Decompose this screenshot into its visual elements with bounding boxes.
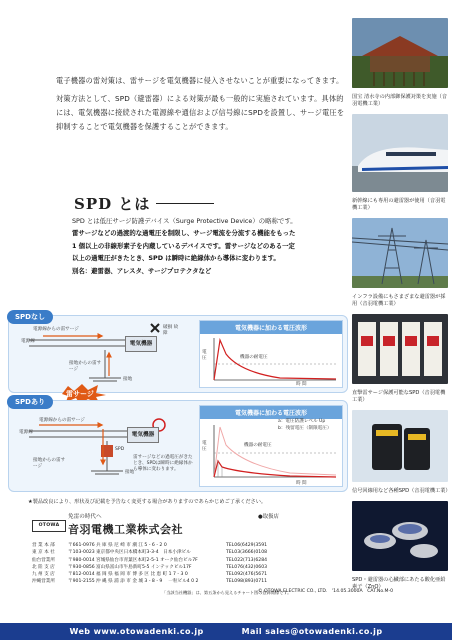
office-list: [32, 542, 362, 586]
spd-heading: SPD とは: [74, 195, 151, 213]
spd-line-5: 別名：避雷器、アレスタ、サージプロテクタなど: [72, 266, 212, 275]
caption-shinkansen: 新幹線にも専用の避雷器が使用（音羽電機工業）: [352, 198, 446, 211]
label-ground: 接地: [123, 377, 133, 382]
spd-line-1: SPD とは低圧サージ防護デバイス（Surge Protective Device）の略称です。: [72, 217, 297, 225]
intro-paragraph-1: 電子機器の雷対策は、雷サージを電気機器に侵入させないことが重要になってきます。: [56, 76, 344, 85]
label-ground-b: 接地: [125, 470, 135, 475]
label-spd: SPD: [115, 447, 125, 452]
caption-infrastructure: インフラ設備にもさまざまな避雷器が採用（音羽電機工業）: [352, 294, 446, 307]
office-row: 北 陸 支 店 〒930-0856 富山県富山市牛島新町5-5 インテックビル17F TEL076(432)0603: [32, 564, 268, 570]
label-ground-surge-b: 接地からの雷サージ: [33, 458, 66, 469]
disclaimer-note: ★製品改良により、形状及び記載を予告なく変更する場合がありますのであらかじめご了承ください。: [28, 499, 267, 505]
caption-signal-spd: 信号回線用など各種SPD（音羽電機工業）: [352, 488, 451, 494]
footer-bar: [0, 623, 452, 640]
surge-label: 雷サージ: [66, 390, 94, 398]
spd-line-2: 雷サージなどの過渡的な過電圧を制限し、サージ電流を分流する機能をもった: [72, 229, 296, 238]
axis-voltage-a: 電圧: [202, 350, 207, 361]
diagram-with-spd: [8, 400, 348, 492]
waveform-title-b: 電気機器に加わる電圧波形: [200, 406, 342, 419]
waveform-panel-b: [199, 405, 343, 487]
web-link[interactable]: Web www.otowadenki.co.jp: [69, 627, 204, 636]
office-row: 東 京 本 社 〒103-0023 東京都中央区日本橋本町3-3-4 日本小津ビル TEL03(3666)0108: [32, 550, 268, 556]
mail-link[interactable]: Mail sales@otowadenki.co.jp: [241, 627, 383, 636]
temple-photo: [352, 18, 448, 88]
equipment-box-b: 電気機器: [127, 427, 159, 443]
spd-line-3: 1 個以上の非線形素子を内蔵しているデバイスです。雷サージなどのある一定: [72, 241, 295, 250]
company-tagline: 免雷の時代へ: [68, 514, 102, 520]
spd-line-4: 以上の過電圧がきたとき、SPD は瞬時に絶縁体から導体に変わります。: [72, 254, 280, 263]
diagram-without-spd: [8, 315, 348, 393]
label-ground-surge: 接地からの雷サージ: [69, 361, 102, 372]
waveform-panel-a: [199, 320, 343, 388]
label-broken: 破損 故障: [163, 325, 179, 336]
label-power-line: 電源線: [21, 339, 35, 344]
intro-text: [56, 74, 346, 138]
waveform-graph-a: [200, 334, 342, 386]
label-power-line-b: 電源線: [19, 430, 33, 435]
office-row: 仙台営業所 〒980-0014 宮城県仙台市青葉区本町2-5-1 オーク仙台ビル7F TEL022(713)6284: [32, 557, 268, 563]
legend-residual: b：残留電圧（制限電圧）: [278, 426, 332, 431]
otowa-logo: OTOWA: [32, 520, 66, 532]
copyright: © OTOWA ELECTRIC CO., LTD. '14.05.3000A CAT.No.M-0: [258, 589, 394, 594]
spd-definition: [72, 215, 344, 277]
office-row: 沖縄営業所 〒901-2155 沖 縄 県 浦 添 市 金 城 3 - 8 - 9 一粒ビル4 0 2 TEL098(893)0711: [32, 579, 268, 585]
office-row: 九 州 支 店 〒812-0014 福 岡 県 福 岡 市 博 多 区 比 恵 町 1 7 - 3 0 TEL092(476)5671: [32, 572, 268, 578]
company-name: 音羽電機工業株式会社: [68, 523, 183, 536]
company-block: [32, 512, 352, 585]
label-grid-surge: 電源線からの雷サージ: [33, 327, 79, 332]
caption-zno: SPD・避雷器の心臓部にあたる酸化亜鉛素子（ZnO）: [352, 577, 446, 590]
dealer-label: ●取扱店: [258, 514, 279, 520]
label-withstand-b: 機器の耐電圧: [244, 443, 272, 448]
caption-temple: 国宝 清水寺の内部御保護対策を実施（音羽電機工業）: [352, 94, 448, 107]
axis-time-a: 時 間: [296, 382, 307, 387]
tag-without-spd: SPDなし: [7, 310, 53, 324]
side-photo-column: [352, 18, 451, 597]
label-withstand-a: 機器の耐電圧: [240, 355, 268, 360]
waveform-title-a: 電気機器に加わる電圧波形: [200, 321, 342, 334]
signal-spd-photo: [352, 410, 448, 482]
label-grid-surge-b: 電源線からの雷サージ: [39, 418, 85, 423]
shinkansen-photo: [352, 114, 448, 192]
tag-with-spd: SPDあり: [7, 395, 53, 409]
axis-voltage-b: 電圧: [202, 441, 207, 452]
equipment-box: 電気機器: [125, 336, 157, 352]
label-spd-explain: 雷サージなどの過電圧がきたとき、SPDは瞬時に絶縁体から導体に変わります。: [133, 455, 193, 472]
trademark-note: 「当該当社機器」は、第五条から見えるチャート図の登録商標です。: [162, 590, 292, 595]
intro-paragraph-2: 対策方法として、SPD（避雷器）による対策が最も一般的に実施されています。具体的には、電気機器に接続された電源線や通信および信号線にSPDを設置し、サージ電圧を抑制することで電気機器を保護することができます。: [56, 94, 345, 131]
caption-direct-strike-spd: 直撃雷サージ保護可能なSPD（音羽電機工業）: [352, 390, 446, 403]
spd-cabinet-photo: [352, 314, 448, 384]
zno-element-photo: [352, 501, 448, 571]
wiring-with-spd: [9, 401, 195, 493]
legend-up: a：電圧防護レベル Up: [278, 419, 326, 424]
power-tower-photo: [352, 218, 448, 288]
axis-time-b: 時 間: [296, 481, 307, 486]
heading-rule: [156, 203, 214, 204]
office-row: 営 業 本 部 〒661-0976 兵 庫 県 尼 崎 市 潮 江 5 - 6 - 2 0 TEL06(6429)3591: [32, 543, 268, 548]
